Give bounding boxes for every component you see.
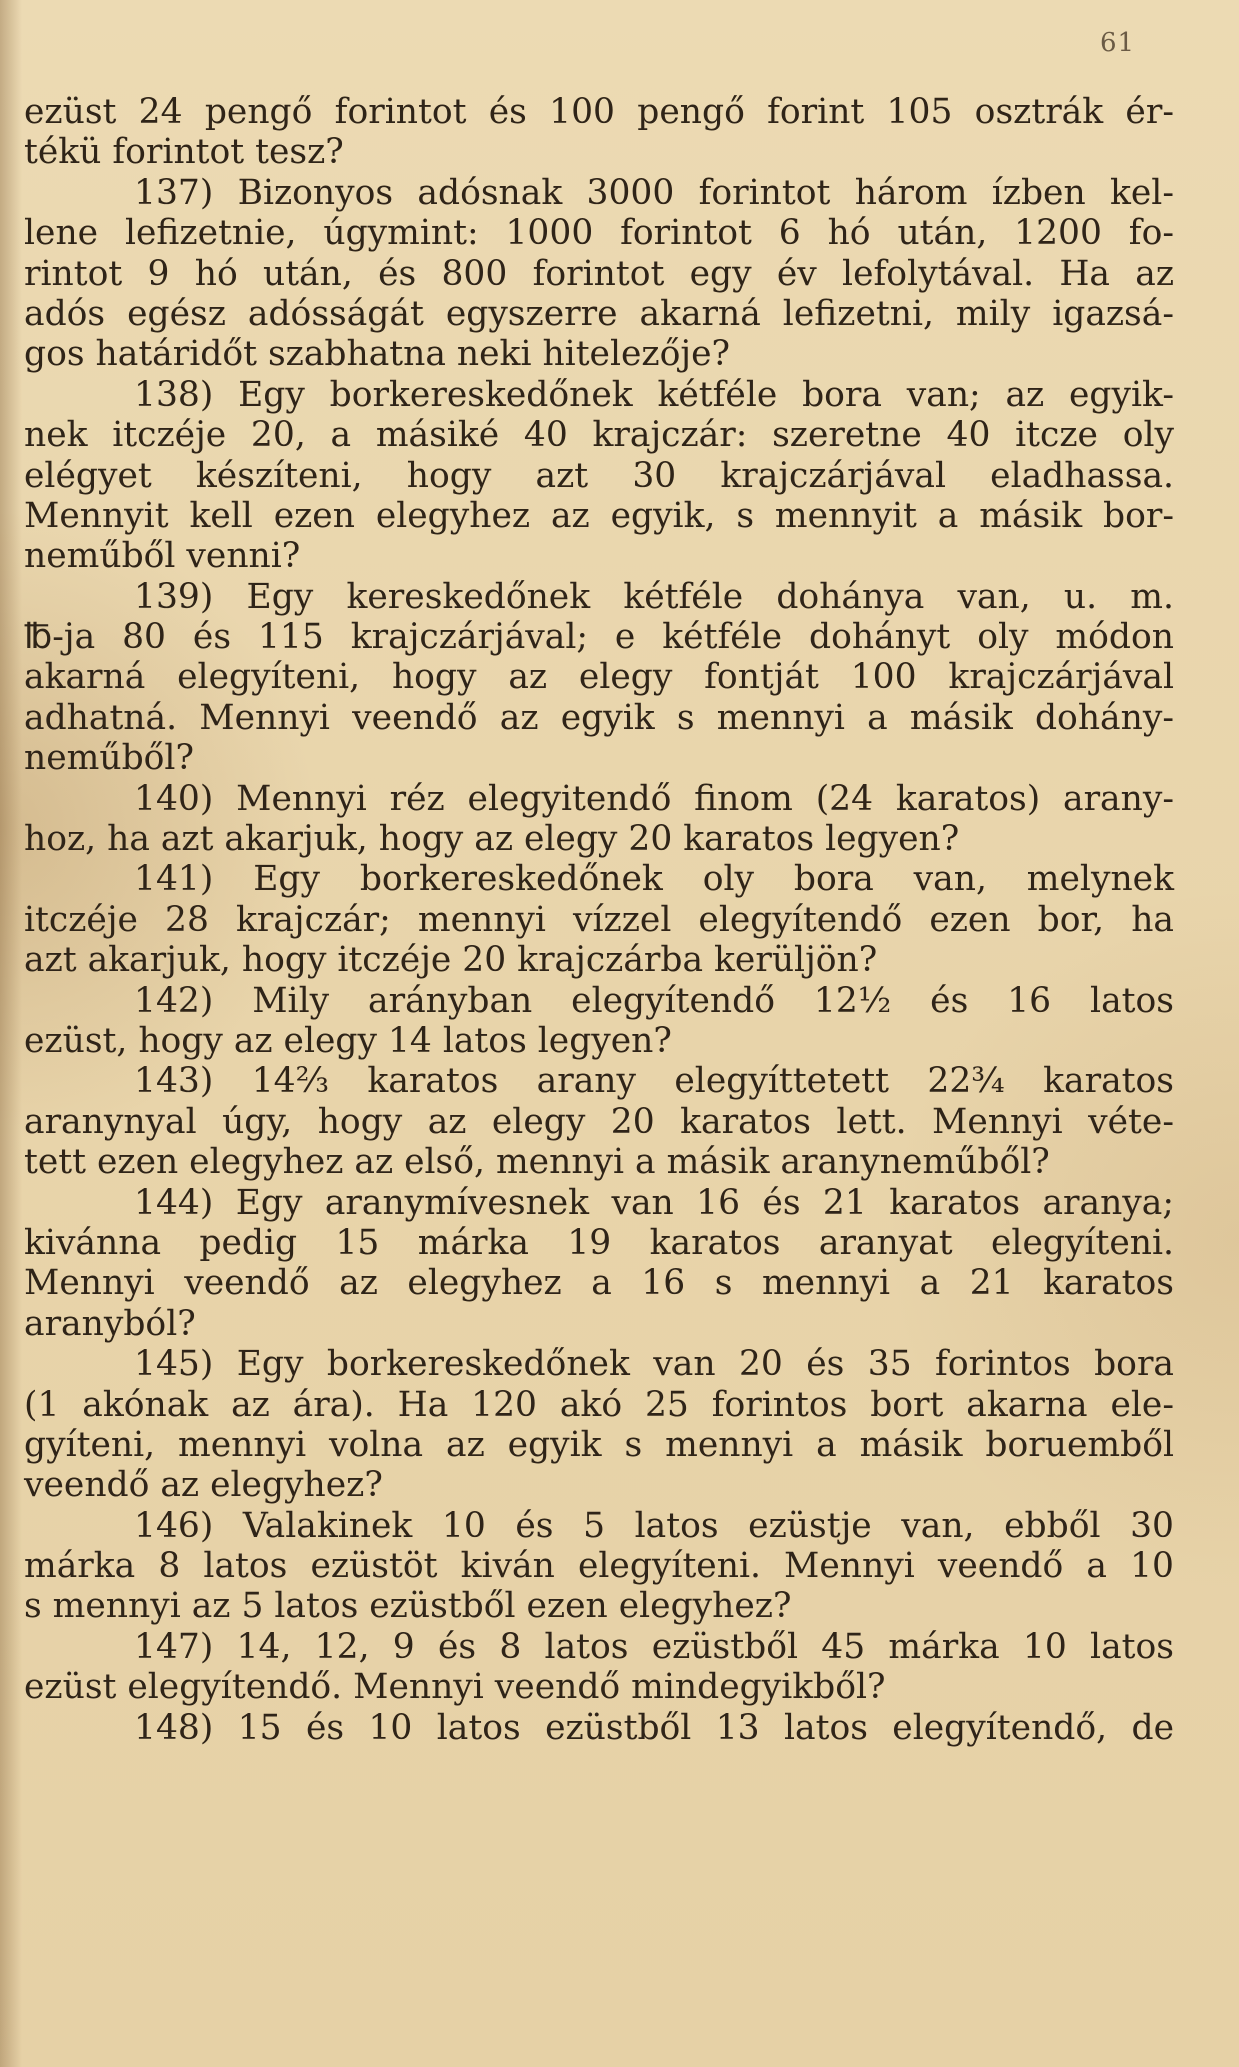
text-line: (1 akónak az ára). Ha 120 akó 25 forintos bort akarna ele- (24, 1384, 1174, 1425)
text-line: 146) Valakinek 10 és 5 latos ezüstje van, ebből 30 (134, 1505, 1174, 1546)
text-line: akarná elegyíteni, hogy az elegy fontját 100 krajczárjával (24, 657, 1174, 698)
text-line: tett ezen elegyhez az első, mennyi a másik aranyneműből? (24, 1142, 1050, 1183)
binding-shadow (0, 0, 22, 2067)
text-line: 138) Egy borkereskedőnek kétféle bora van; az egyik- (134, 374, 1174, 415)
text-line: márka 8 latos ezüstöt kiván elegyíteni. Mennyi veendő a 10 (24, 1546, 1174, 1587)
text-line: rintot 9 hó után, és 800 forintot egy év lefolytával. Ha az (24, 253, 1174, 294)
text-line: elégyet készíteni, hogy azt 30 krajczárjával eladhassa. (24, 455, 1174, 496)
text-line: 148) 15 és 10 latos ezüstből 13 latos elegyítendő, de (134, 1707, 1174, 1748)
text-line: ℔-ja 80 és 115 krajczárjával; e kétféle dohányt oly módon (24, 617, 1174, 658)
text-line: gos határidőt szabhatna neki hitelezője? (24, 334, 730, 375)
text-line: ezüst 24 pengő forintot és 100 pengő forint 105 osztrák ér- (24, 92, 1174, 132)
text-line: adhatná. Mennyi veendő az egyik s mennyi a másik dohány- (24, 697, 1174, 738)
text-line: lene lefizetnie, úgymint: 1000 forintot 6 hó után, 1200 fo- (24, 213, 1174, 254)
text-line: adós egész adósságát egyszerre akarná lefizetni, mily igazsá- (24, 293, 1174, 334)
text-line: s mennyi az 5 latos ezüstből ezen elegyhez? (24, 1586, 792, 1627)
text-line: neműből venni? (24, 536, 301, 577)
text-line: neműből? (24, 738, 194, 779)
text-line: ezüst, hogy az elegy 14 latos legyen? (24, 1020, 672, 1061)
text-line: ezüst elegyítendő. Mennyi veendő mindegyikből? (24, 1667, 886, 1708)
text-line: 141) Egy borkereskedőnek oly bora van, melynek (134, 859, 1174, 900)
text-line: hoz, ha azt akarjuk, hogy az elegy 20 karatos legyen? (24, 819, 960, 860)
text-line: 143) 14⅔ karatos arany elegyíttetett 22¾ karatos (134, 1061, 1174, 1102)
page-number: 61 (1100, 28, 1136, 58)
text-line: 144) Egy aranymívesnek van 16 és 21 karatos aranya; (134, 1182, 1174, 1223)
text-line: aranyból? (24, 1303, 196, 1344)
text-line: 142) Mily arányban elegyítendő 12½ és 16 latos (134, 980, 1174, 1021)
text-line: 147) 14, 12, 9 és 8 latos ezüstből 45 márka 10 latos (134, 1626, 1174, 1667)
text-line: Mennyit kell ezen elegyhez az egyik, s mennyit a másik bor- (24, 495, 1174, 536)
text-line: 137) Bizonyos adósnak 3000 forintot három ízben kel- (134, 172, 1174, 213)
text-line: 145) Egy borkereskedőnek van 20 és 35 forintos bora (134, 1344, 1174, 1385)
text-line: azt akarjuk, hogy itczéje 20 krajczárba kerüljön? (24, 940, 878, 981)
text-line: kivánna pedig 15 márka 19 karatos aranyat elegyíteni. (24, 1222, 1174, 1263)
text-line: aranynyal úgy, hogy az elegy 20 karatos lett. Mennyi véte- (24, 1101, 1174, 1142)
text-line: itczéje 28 krajczár; mennyi vízzel elegyítendő ezen bor, ha (24, 899, 1174, 940)
text-line: 139) Egy kereskedőnek kétféle dohánya van, u. m. (134, 576, 1174, 617)
text-line: veendő az elegyhez? (24, 1465, 383, 1506)
text-line: nek itczéje 20, a másiké 40 krajczár: szeretne 40 itcze oly (24, 415, 1174, 456)
body-text (24, 92, 1174, 1748)
text-line: tékü forintot tesz? (24, 132, 344, 173)
text-line: gyíteni, mennyi volna az egyik s mennyi a másik boruemből (24, 1424, 1174, 1465)
text-line: Mennyi veendő az elegyhez a 16 s mennyi a 21 karatos (24, 1263, 1174, 1304)
text-line: 140) Mennyi réz elegyitendő finom (24 karatos) arany- (134, 778, 1174, 819)
